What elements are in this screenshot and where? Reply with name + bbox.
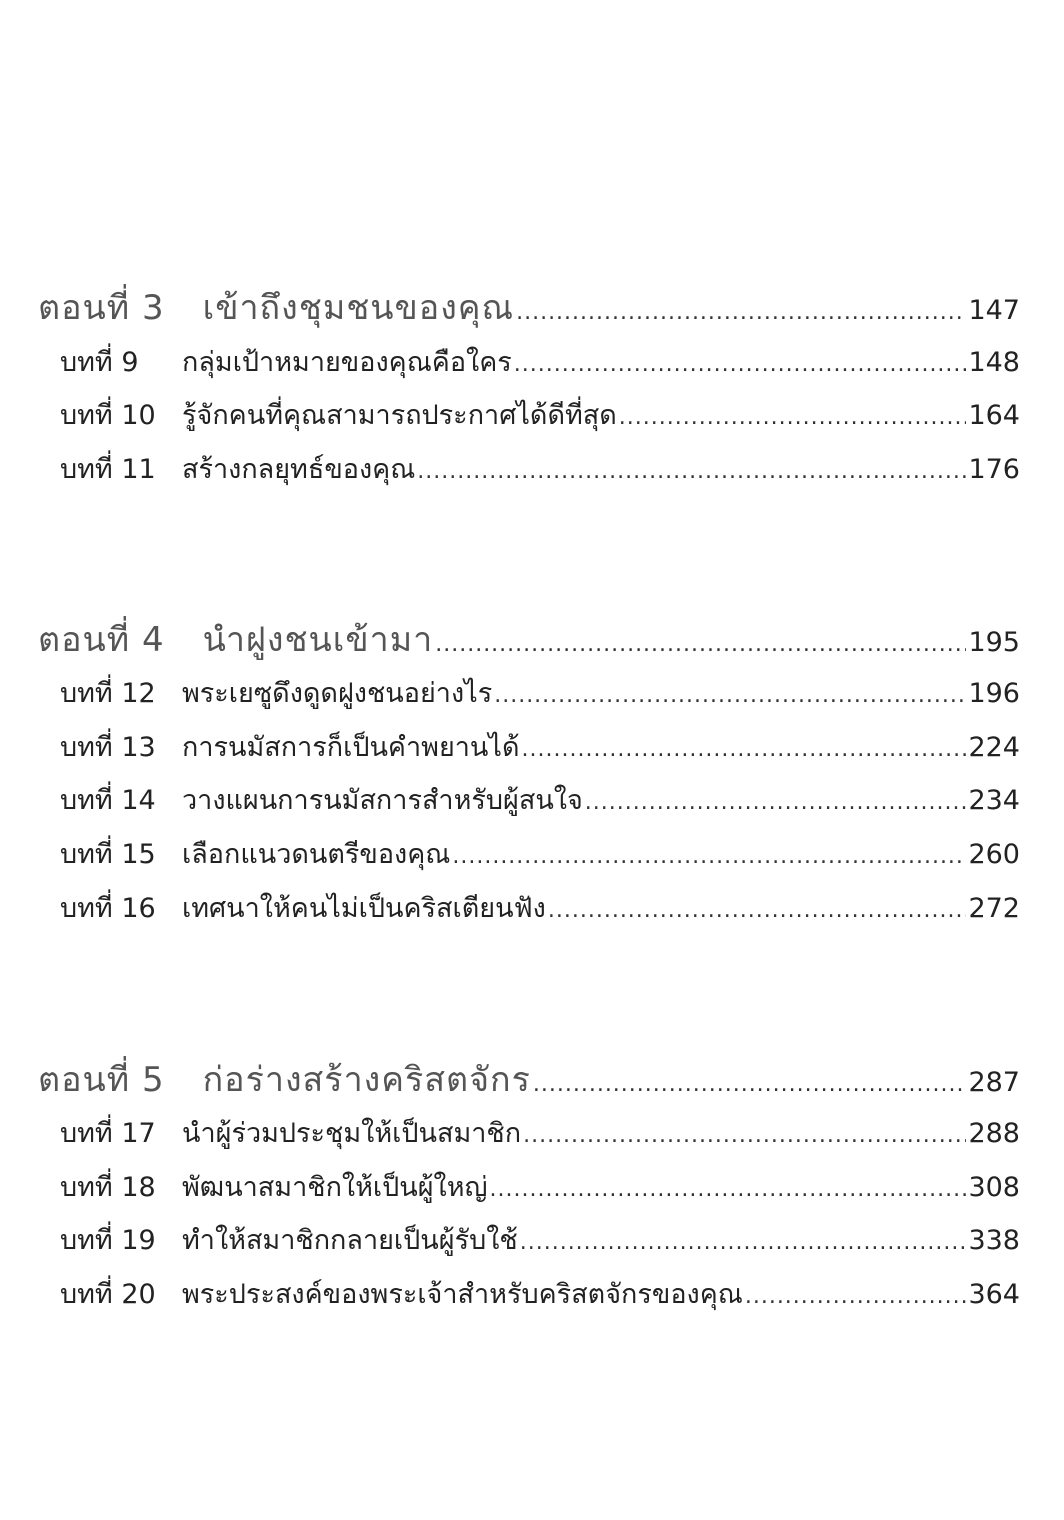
dot-leader [585,790,967,815]
chapter-title: พัฒนาสมาชิกให้เป็นผู้ใหญ่ [182,1172,488,1203]
dot-leader [548,898,967,923]
chapter-title: การนมัสการก็เป็นคำพยานได้ [182,732,520,763]
dot-leader [516,300,966,325]
dot-leader [522,737,967,762]
toc-part-4[interactable] [38,612,1020,666]
page-number: 287 [968,1067,1020,1098]
page-number: 272 [968,893,1020,924]
dot-leader [745,1284,967,1309]
page-number: 338 [968,1225,1020,1256]
toc-chapter-14[interactable] [60,778,1020,821]
toc-chapter-20[interactable] [60,1272,1020,1315]
chapter-label: บทที่ 20 [60,1279,156,1310]
page-number: 147 [968,295,1020,326]
dot-leader [494,683,966,708]
dot-leader [490,1177,967,1202]
chapter-title: สร้างกลยุทธ์ของคุณ [182,454,416,485]
dot-leader [523,1123,966,1148]
part-label: ตอนที่ 4 [38,620,165,660]
toc-chapter-13[interactable] [60,725,1020,768]
dot-leader [533,1072,967,1097]
page-number: 364 [968,1279,1020,1310]
page-number: 224 [968,732,1020,763]
chapter-title: เทศนาให้คนไม่เป็นคริสเตียนฟัง [182,893,546,924]
part-label: ตอนที่ 3 [38,288,165,328]
page-number: 288 [968,1118,1020,1149]
chapter-title: กลุ่มเป้าหมายของคุณคือใคร [182,347,512,378]
chapter-label: บทที่ 17 [60,1118,156,1149]
toc-chapter-12[interactable] [60,671,1020,714]
dot-leader [452,844,966,869]
toc-chapter-18[interactable] [60,1165,1020,1208]
toc-part-5[interactable] [38,1052,1020,1106]
chapter-title: นำผู้ร่วมประชุมให้เป็นสมาชิก [182,1118,522,1149]
chapter-title: ทำให้สมาชิกกลายเป็นผู้รับใช้ [182,1225,518,1256]
part-title: นำฝูงชนเข้ามา [202,620,434,660]
dot-leader [619,405,967,430]
toc-chapter-10[interactable] [60,393,1020,436]
dot-leader [417,459,966,484]
toc-chapter-16[interactable] [60,886,1020,929]
part-label: ตอนที่ 5 [38,1060,165,1100]
toc-chapter-19[interactable] [60,1218,1020,1261]
page-number: 195 [968,627,1020,658]
part-title: ก่อร่างสร้างคริสตจักร [202,1060,531,1100]
page-number: 234 [968,785,1020,816]
dot-leader [435,632,966,657]
chapter-label: บทที่ 9 [60,347,139,378]
page-number: 148 [968,347,1020,378]
chapter-title: เลือกแนวดนตรีของคุณ [182,839,451,870]
chapter-title: พระเยซูดึงดูดฝูงชนอย่างไร [182,678,493,709]
page-number: 196 [968,678,1020,709]
chapter-label: บทที่ 14 [60,785,156,816]
chapter-label: บทที่ 13 [60,732,156,763]
chapter-label: บทที่ 18 [60,1172,156,1203]
dot-leader [514,352,967,377]
chapter-label: บทที่ 12 [60,678,156,709]
toc-chapter-9[interactable] [60,340,1020,383]
chapter-label: บทที่ 11 [60,454,156,485]
page-number: 176 [968,454,1020,485]
chapter-title: รู้จักคนที่คุณสามารถประกาศได้ดีที่สุด [182,400,617,431]
page-number: 164 [968,400,1020,431]
toc-part-3[interactable] [38,280,1020,334]
toc-chapter-11[interactable] [60,447,1020,490]
dot-leader [520,1230,967,1255]
page-number: 308 [968,1172,1020,1203]
chapter-title: วางแผนการนมัสการสำหรับผู้สนใจ [182,785,583,816]
chapter-label: บทที่ 10 [60,400,156,431]
chapter-label: บทที่ 15 [60,839,156,870]
toc-chapter-15[interactable] [60,832,1020,875]
toc-chapter-17[interactable] [60,1111,1020,1154]
chapter-label: บทที่ 19 [60,1225,156,1256]
chapter-title: พระประสงค์ของพระเจ้าสำหรับคริสตจักรของคุณ [182,1279,743,1310]
part-title: เข้าถึงชุมชนของคุณ [202,288,515,328]
chapter-label: บทที่ 16 [60,893,156,924]
page-number: 260 [968,839,1020,870]
